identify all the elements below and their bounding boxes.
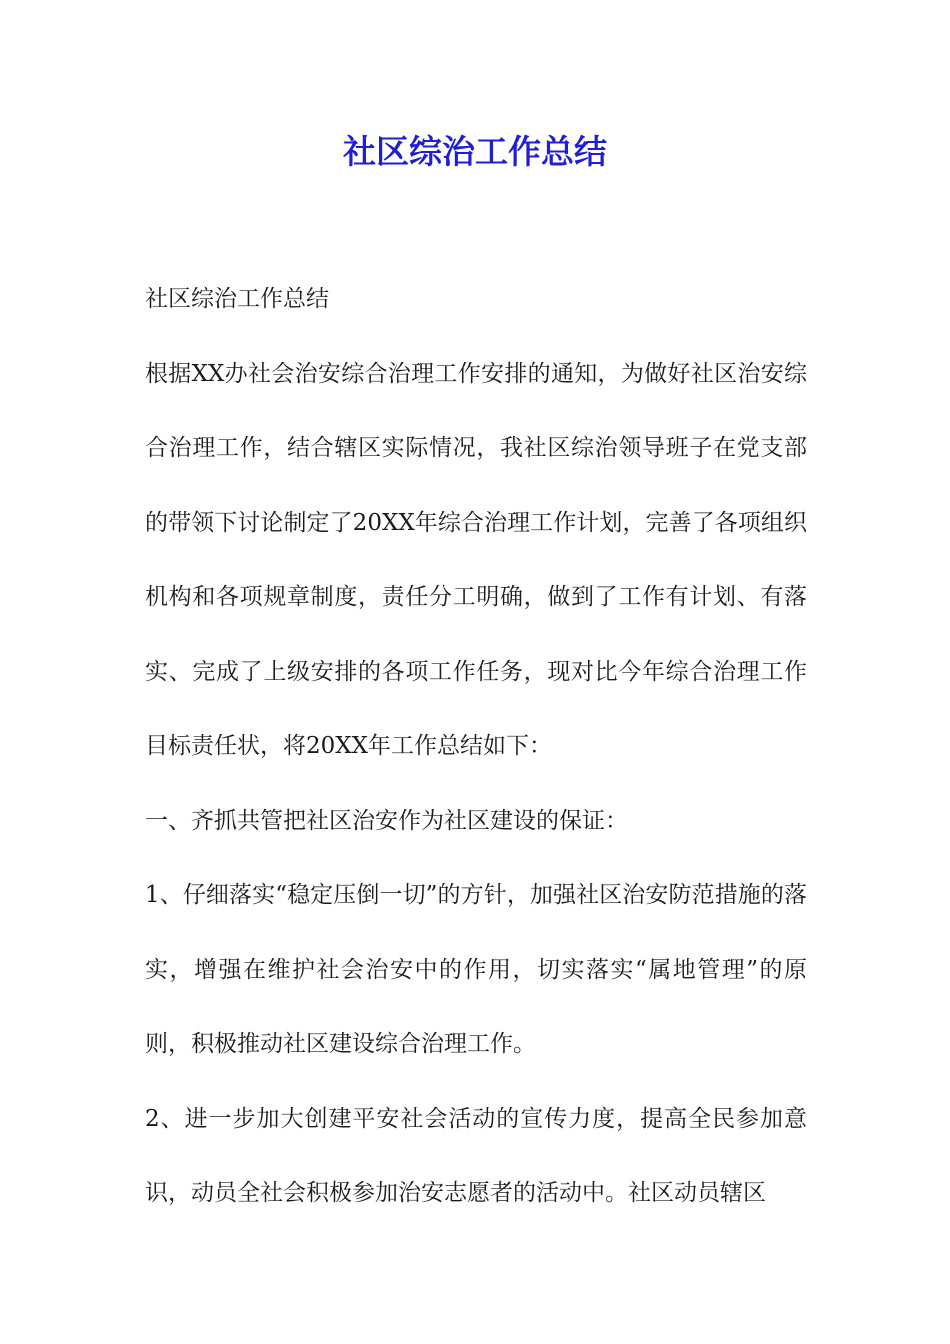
document-title: 社区综治工作总结 <box>343 132 607 171</box>
paragraph-subtitle: 社区综治工作总结 <box>145 286 329 312</box>
document-body <box>145 262 807 1231</box>
paragraph-section-heading: 一、齐抓共管把社区治安作为社区建设的保证： <box>145 807 628 834</box>
paragraph-item-1: 1、仔细落实“稳定压倒一切”的方针，加强社区治安防范措施的落实，增强在维护社会治安中的作用，切实落实“属地管理”的原则，积极推动社区建设综合治理工作。 <box>145 882 807 1057</box>
paragraph-intro: 根据XX办社会治安综合治理工作安排的通知，为做好社区治安综合治理工作，结合辖区实际情况，我社区综治领导班子在党支部的带领下讨论制定了20XX年综合治理工作计划，完善了各项组织机构和各项规章制度，责任分工明确，做到了工作有计划、有落实、完成了上级安排的各项工作任务，现对比今年综合治理工作目标责任状，将20XX年工作总结如下： <box>145 360 807 759</box>
paragraph-item-2: 2、进一步加大创建平安社会活动的宣传力度，提高全民参加意识，动员全社会积极参加治安志愿者的活动中。社区动员辖区 <box>145 1105 807 1206</box>
